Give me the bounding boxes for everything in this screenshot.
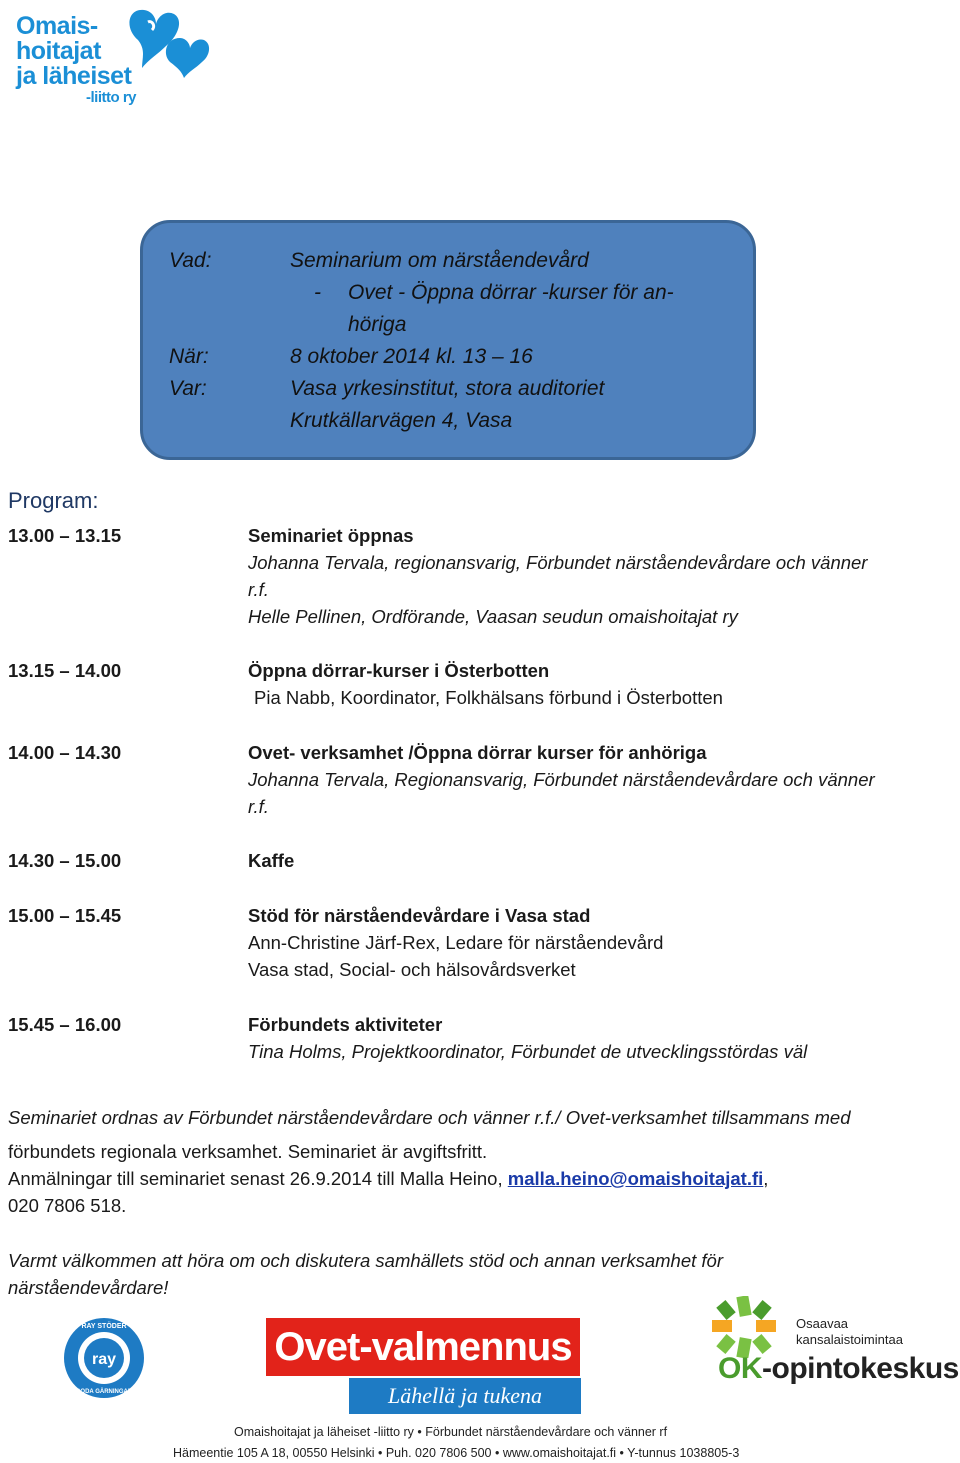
organizer-note-line-2: förbundets regionala verksamhet. Seminariet är avgiftsfritt.	[8, 1141, 488, 1162]
when-value: 8 oktober 2014 kl. 13 – 16	[290, 345, 533, 368]
program-time: 14.00 – 14.30	[8, 742, 122, 763]
program-heading: Seminariet öppnas	[248, 525, 414, 546]
ok-opintokeskus-logo	[718, 1352, 959, 1386]
where-value-2: Krutkällarvägen 4, Vasa	[290, 409, 513, 432]
organizer-note-line-1: Seminariet ordnas av Förbundet närståendevårdare och vänner r.f./ Ovet-verksamhet tillsammans med	[8, 1107, 851, 1128]
program-heading: Stöd för närståendevårdare i Vasa stad	[248, 905, 591, 926]
program-heading: Kaffe	[248, 850, 295, 871]
program-time: 14.30 – 15.00	[8, 850, 122, 871]
ok-suffix: -opintokeskus	[762, 1352, 959, 1385]
what-value: Seminarium om närståendevård	[290, 249, 589, 272]
what-sub-dash: -	[314, 281, 321, 304]
program-line: r.f.	[248, 796, 269, 817]
ray-bottom-text: GODA GÄRNINGAR	[75, 1389, 133, 1395]
email-link[interactable]: malla.heino@omaishoitajat.fi	[507, 1168, 764, 1189]
logo-line-1: Omais-	[16, 12, 98, 40]
phone-number: 020 7806 518.	[8, 1195, 127, 1216]
program-line: Ann-Christine Järf-Rex, Ledare för närståendevård	[248, 932, 664, 953]
ovet-tagline: Lähellä ja tukena	[349, 1378, 581, 1414]
when-label: När:	[169, 345, 209, 368]
what-sub-line-2: höriga	[348, 313, 407, 336]
where-label: Var:	[169, 377, 207, 400]
welcome-line-2: närståendevårdare!	[8, 1277, 169, 1298]
program-line: r.f.	[248, 579, 269, 600]
logo-line-2: hoitajat	[16, 37, 101, 65]
program-line: Tina Holms, Projektkoordinator, Förbundet de utvecklingsstördas väl	[248, 1041, 808, 1062]
what-label: Vad:	[169, 249, 212, 272]
address-line-1: Omaishoitajat ja läheiset -liitto ry • Förbundet närståendevårdare och vänner rf	[234, 1425, 668, 1439]
hearts-icon	[118, 2, 213, 82]
ok-star-icon	[712, 1296, 776, 1358]
program-line: Johanna Tervala, regionansvarig, Förbundet närståendevårdare och vänner	[248, 552, 868, 573]
address-line-2: Hämeentie 105 A 18, 00550 Helsinki • Puh. 020 7806 500 • www.omaishoitajat.fi • Y-tunnus 1038805-3	[173, 1446, 740, 1460]
logo-line-4: -liitto ry	[86, 89, 136, 106]
program-time: 13.15 – 14.00	[8, 660, 122, 681]
program-line: Johanna Tervala, Regionansvarig, Förbundet närståendevårdare och vänner	[248, 769, 875, 790]
program-time: 15.45 – 16.00	[8, 1014, 122, 1035]
registration-comma: ,	[763, 1168, 769, 1189]
registration-text: Anmälningar till seminariet senast 26.9.2014 till Malla Heino,	[8, 1168, 503, 1189]
logo-line-3: ja läheiset	[16, 62, 132, 90]
program-time: 13.00 – 13.15	[8, 525, 122, 546]
what-sub-line-1: Ovet - Öppna dörrar -kurser för an-	[348, 281, 674, 304]
ovet-logo: Ovet-valmennus	[266, 1318, 580, 1376]
welcome-line-1: Varmt välkommen att höra om och diskutera samhällets stöd och annan verksamhet för	[8, 1250, 723, 1271]
ray-center-text: ray	[91, 1351, 117, 1368]
ray-logo	[62, 1316, 146, 1400]
program-heading: Förbundets aktiviteter	[248, 1014, 443, 1035]
program-title: Program:	[8, 488, 99, 513]
where-value-1: Vasa yrkesinstitut, stora auditoriet	[290, 377, 605, 400]
program-line: Vasa stad, Social- och hälsovårdsverket	[248, 959, 576, 980]
program-time: 15.00 – 15.45	[8, 905, 122, 926]
ok-slogan-line-2: kansalaistoimintaa	[796, 1332, 903, 1347]
ray-top-text: RAY STÖDER	[81, 1323, 127, 1330]
ok-prefix: OK	[718, 1352, 762, 1385]
program-line: Helle Pellinen, Ordförande, Vaasan seudun omaishoitajat ry	[248, 606, 738, 627]
program-line: Pia Nabb, Koordinator, Folkhälsans förbund i Österbotten	[254, 687, 723, 708]
ok-slogan	[796, 1316, 903, 1348]
ok-slogan-line-1: Osaavaa	[796, 1316, 849, 1331]
event-info-box	[140, 220, 756, 460]
program-heading: Ovet- verksamhet /Öppna dörrar kurser för anhöriga	[248, 742, 707, 763]
program-heading: Öppna dörrar-kurser i Österbotten	[248, 660, 550, 681]
registration-note	[8, 1165, 768, 1193]
